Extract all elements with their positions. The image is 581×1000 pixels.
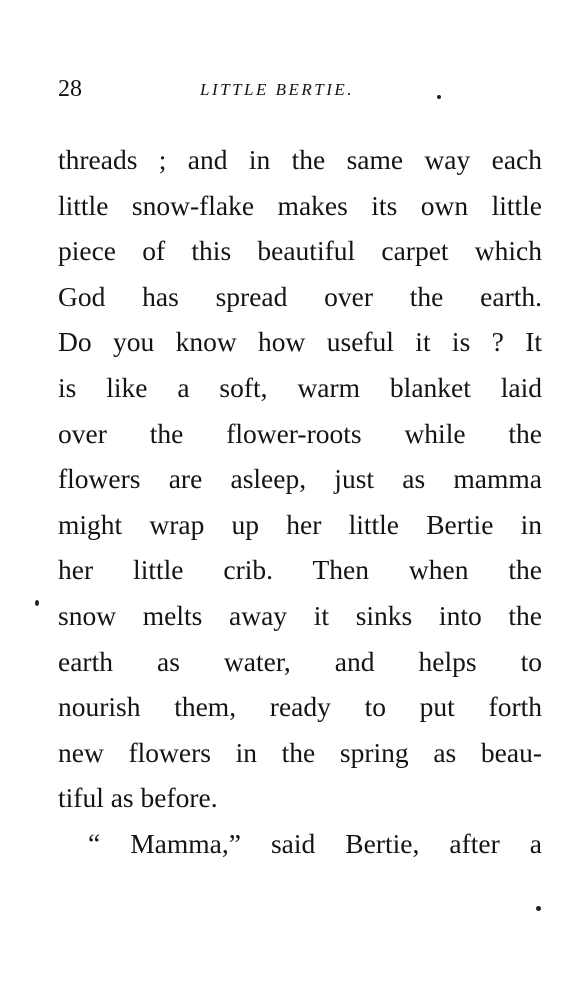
text-line: new flowers in the spring as beau- bbox=[58, 736, 542, 768]
page-number: 28 bbox=[58, 76, 82, 102]
text-line: over the flower-roots while the bbox=[58, 417, 542, 449]
text-line: might wrap up her little Bertie in bbox=[58, 508, 542, 540]
text-line: threads ; and in the same way each bbox=[58, 144, 542, 175]
text-line: “ Mamma,” said Bertie, after a bbox=[88, 827, 542, 859]
page-header bbox=[58, 74, 528, 104]
text-line: flowers are asleep, just as mamma bbox=[58, 463, 542, 495]
text-line: her little crib. Then when the bbox=[58, 554, 542, 586]
text-line: Do you know how useful it is ? It bbox=[58, 326, 542, 358]
running-head: LITTLE BERTIE. bbox=[200, 80, 355, 99]
text-line: God has spread over the earth. bbox=[58, 280, 542, 312]
text-line: piece of this beautiful carpet which bbox=[58, 235, 542, 267]
text-line: earth as water, and helps to bbox=[58, 645, 542, 677]
text-line: little snow-flake makes its own little bbox=[58, 189, 542, 221]
text-line: is like a soft, warm blanket laid bbox=[58, 371, 542, 403]
body-text bbox=[58, 137, 542, 867]
ink-speck bbox=[35, 600, 39, 606]
ink-speck bbox=[536, 906, 541, 911]
ink-speck bbox=[437, 95, 441, 99]
text-line: nourish them, ready to put forth bbox=[58, 691, 542, 723]
text-line: snow melts away it sinks into the bbox=[58, 599, 542, 631]
text-line: tiful as before. bbox=[58, 782, 218, 814]
